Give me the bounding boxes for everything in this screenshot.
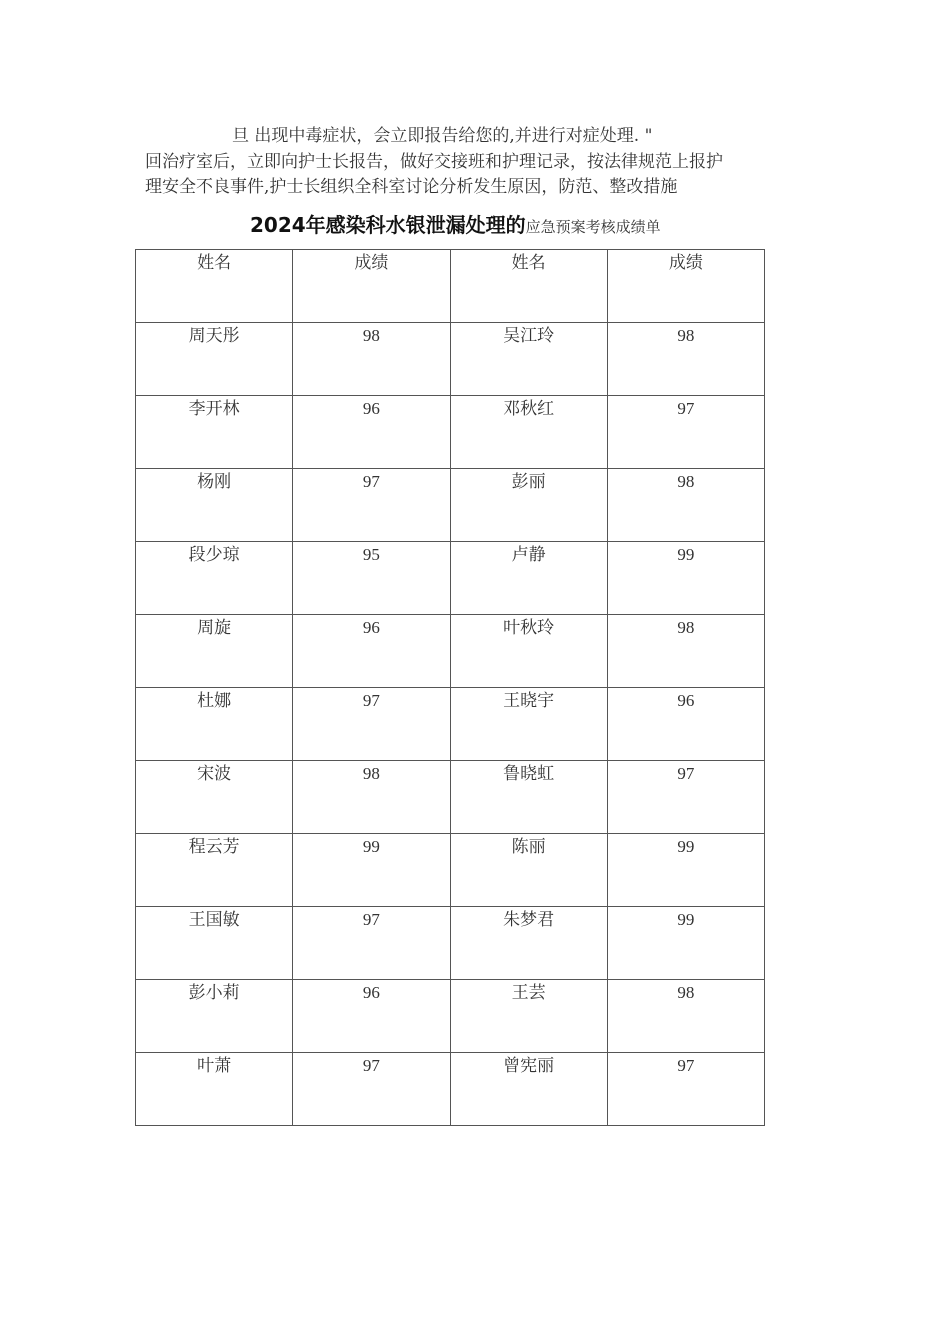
score-cell: 98 (607, 980, 764, 1053)
title-main: 2024年感染科水银泄漏处理的 (250, 213, 526, 237)
name-cell: 邓秋红 (450, 396, 607, 469)
score-cell: 98 (607, 323, 764, 396)
table-row (136, 542, 765, 615)
table-row (136, 980, 765, 1053)
name-cell: 吴江玲 (450, 323, 607, 396)
score-cell: 98 (293, 323, 450, 396)
score-cell: 95 (293, 542, 450, 615)
name-cell: 叶萧 (136, 1053, 293, 1126)
table-row (136, 834, 765, 907)
title-sub: 应急预案考核成绩单 (525, 218, 661, 236)
score-table (135, 249, 765, 1126)
table-row (136, 396, 765, 469)
table-header-row (136, 250, 765, 323)
name-cell: 杜娜 (136, 688, 293, 761)
score-cell: 97 (293, 1053, 450, 1126)
score-cell: 96 (293, 615, 450, 688)
score-cell: 96 (293, 980, 450, 1053)
score-cell: 98 (293, 761, 450, 834)
score-cell: 97 (607, 761, 764, 834)
score-cell: 97 (293, 688, 450, 761)
name-cell: 杨刚 (136, 469, 293, 542)
name-cell: 李开林 (136, 396, 293, 469)
table-row (136, 469, 765, 542)
intro-line-3: 理安全不良事件,护士长组织全科室讨论分析发生原因，防范、整改措施 (145, 177, 678, 197)
table-row (136, 1053, 765, 1126)
name-cell: 王国敏 (136, 907, 293, 980)
score-cell: 99 (293, 834, 450, 907)
name-cell: 段少琼 (136, 542, 293, 615)
score-cell: 96 (293, 396, 450, 469)
score-cell: 97 (607, 1053, 764, 1126)
intro-line-2: 回治疗室后，立即向护士长报告，做好交接班和护理记录，按法律规范上报护 (145, 152, 723, 172)
name-cell: 周旋 (136, 615, 293, 688)
name-cell: 王芸 (450, 980, 607, 1053)
score-cell: 97 (293, 907, 450, 980)
name-cell: 彭丽 (450, 469, 607, 542)
name-cell: 彭小莉 (136, 980, 293, 1053)
table-row (136, 907, 765, 980)
name-cell: 曾宪丽 (450, 1053, 607, 1126)
table-row (136, 761, 765, 834)
score-cell: 99 (607, 834, 764, 907)
score-cell: 98 (607, 615, 764, 688)
name-cell: 宋波 (136, 761, 293, 834)
document-title (250, 210, 661, 242)
name-cell: 周天彤 (136, 323, 293, 396)
score-cell: 99 (607, 907, 764, 980)
name-cell: 王晓宇 (450, 688, 607, 761)
name-cell: 朱梦君 (450, 907, 607, 980)
name-cell: 叶秋玲 (450, 615, 607, 688)
score-cell: 99 (607, 542, 764, 615)
table-row (136, 688, 765, 761)
name-cell: 卢静 (450, 542, 607, 615)
score-cell: 97 (607, 396, 764, 469)
name-cell: 陈丽 (450, 834, 607, 907)
score-cell: 97 (293, 469, 450, 542)
table-row (136, 323, 765, 396)
name-cell: 程云芳 (136, 834, 293, 907)
header-cell-name-2: 姓名 (450, 250, 607, 323)
score-cell: 96 (607, 688, 764, 761)
name-cell: 鲁晓虹 (450, 761, 607, 834)
table-row (136, 615, 765, 688)
intro-line-1: 旦 出现中毒症状，会立即报告给您的,并进行对症处理. " (232, 126, 653, 146)
header-cell-score-1: 成绩 (293, 250, 450, 323)
header-cell-name-1: 姓名 (136, 250, 293, 323)
score-cell: 98 (607, 469, 764, 542)
header-cell-score-2: 成绩 (607, 250, 764, 323)
